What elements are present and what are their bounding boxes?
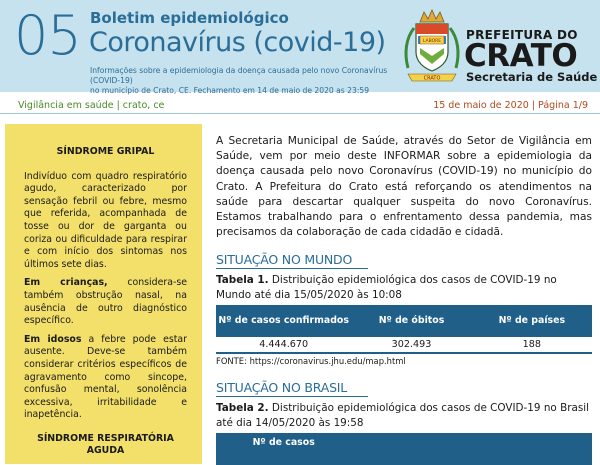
svg-text:CRATO: CRATO [423,75,441,82]
header-deaths: Nº de óbitos [351,305,471,337]
table1-caption-text: Distribuição epidemiológica dos casos de COVID-19 no Mundo até dia 15/05/2020 às 10:08 [216,274,557,302]
header-confirmed-cases-brazil: Nº de casos [216,433,351,465]
subtitle-line-2: no município de Crato, CE. Fechamento em 14 de maio de 2020 as 23:59 [90,86,370,95]
bulletin-title: Coronavírus (covid-19) [89,27,386,58]
subheader-bar [0,96,600,114]
cell-deaths: 302.493 [351,337,471,353]
prefeitura-label: PREFEITURA DO [466,28,578,42]
main-column [216,134,592,465]
table1-label: Tabela 1. [216,274,269,287]
department-location: Vigilância em saúde | crato, ce [18,100,165,111]
secretaria-label: Secretaria de Saúde [466,70,598,84]
elderly-text: a febre pode estar ausente. Deve-se também considerar critérios específicos de agravamento como sincope, confusão mental, sonolência excessiva, irritabilidade e inapetência. [24,333,187,421]
issue-number: 05 [14,4,81,67]
intro-paragraph: A Secretaria Municipal de Saúde, através do Setor de Vigilância em Saúde, vem por meio deste INFORMAR sobre a epidemiologia da doença causada pelo novo Coronavírus (COVID-19) no município do Crato. A Prefeitura do Crato está reforçando os atendimentos na saúde para descartar qualquer suspeita do novo Coronavírus. Estamos trabalhando para o enfrentamento dessa pandemia, mas precisamos da colaboração de cada cidadão e cidadã. [216,135,592,239]
sidebar-paragraph-definition: Indivíduo com quadro respiratório agudo, caracterizado por sensação febril ou febre, mesmo que referida, acompanhada de tosse ou dor de garganta ou coriza ou dificuldade para respirar e com início dos sintomas nos últimos sete dias. [24,170,187,270]
sidebar-paragraph-children [24,277,187,327]
sidebar-title-sindrome-gripal: SÍNDROME GRIPAL [56,146,155,157]
table1-caption [216,273,592,303]
header-blank-2 [351,433,471,465]
bulletin-kicker: Boletim epidemiológico [90,9,289,27]
children-label: Em crianças, [24,277,108,289]
table-header-row [216,433,592,465]
table-row [216,337,592,353]
world-cases-table [216,305,592,354]
table2-caption-text: Distribuição epidemiológica dos casos de COVID-19 no Brasil até dia 14/05/2020 às 19:58 [216,402,590,430]
sidebar-paragraph-elderly [24,334,187,422]
table1-source: FONTE: https://coronavirus.jhu.edu/map.html [216,356,406,367]
header-countries: Nº de países [472,305,592,337]
elderly-label: Em idosos [24,333,82,345]
crato-coat-of-arms-icon [402,8,462,84]
header-blank-3 [472,433,592,465]
cell-confirmed-cases: 4.444.670 [216,337,351,353]
sidebar-title-srag: SÍNDROME RESPIRATÓRIA AGUDA [37,432,174,457]
subtitle-line-1: Informações sobre a epidemiologia da doença causada pelo novo Coronavírus (COVID-19) [90,66,388,85]
date-page: 15 de maio de 2020 | Página 1/9 [433,100,588,111]
table2-label: Tabela 2. [216,402,269,415]
brazil-cases-table [216,433,592,465]
cell-countries: 188 [472,337,592,353]
children-text: considera-se também obstrução nasal, na ausência de outro diagnóstico específico. [24,277,188,327]
table2-caption [216,401,592,431]
header-band [0,0,600,95]
table-header-row [216,305,592,337]
section-heading-world: SITUAÇÃO NO MUNDO [216,252,368,269]
bulletin-subtitle [90,66,390,96]
svg-text:LABORE: LABORE [422,39,442,44]
definitions-sidebar [5,124,202,464]
city-name: CRATO [464,38,578,74]
section-heading-brazil: SITUAÇÃO NO BRASIL [216,380,368,397]
header-confirmed-cases: Nº de casos confirmados [216,305,351,337]
